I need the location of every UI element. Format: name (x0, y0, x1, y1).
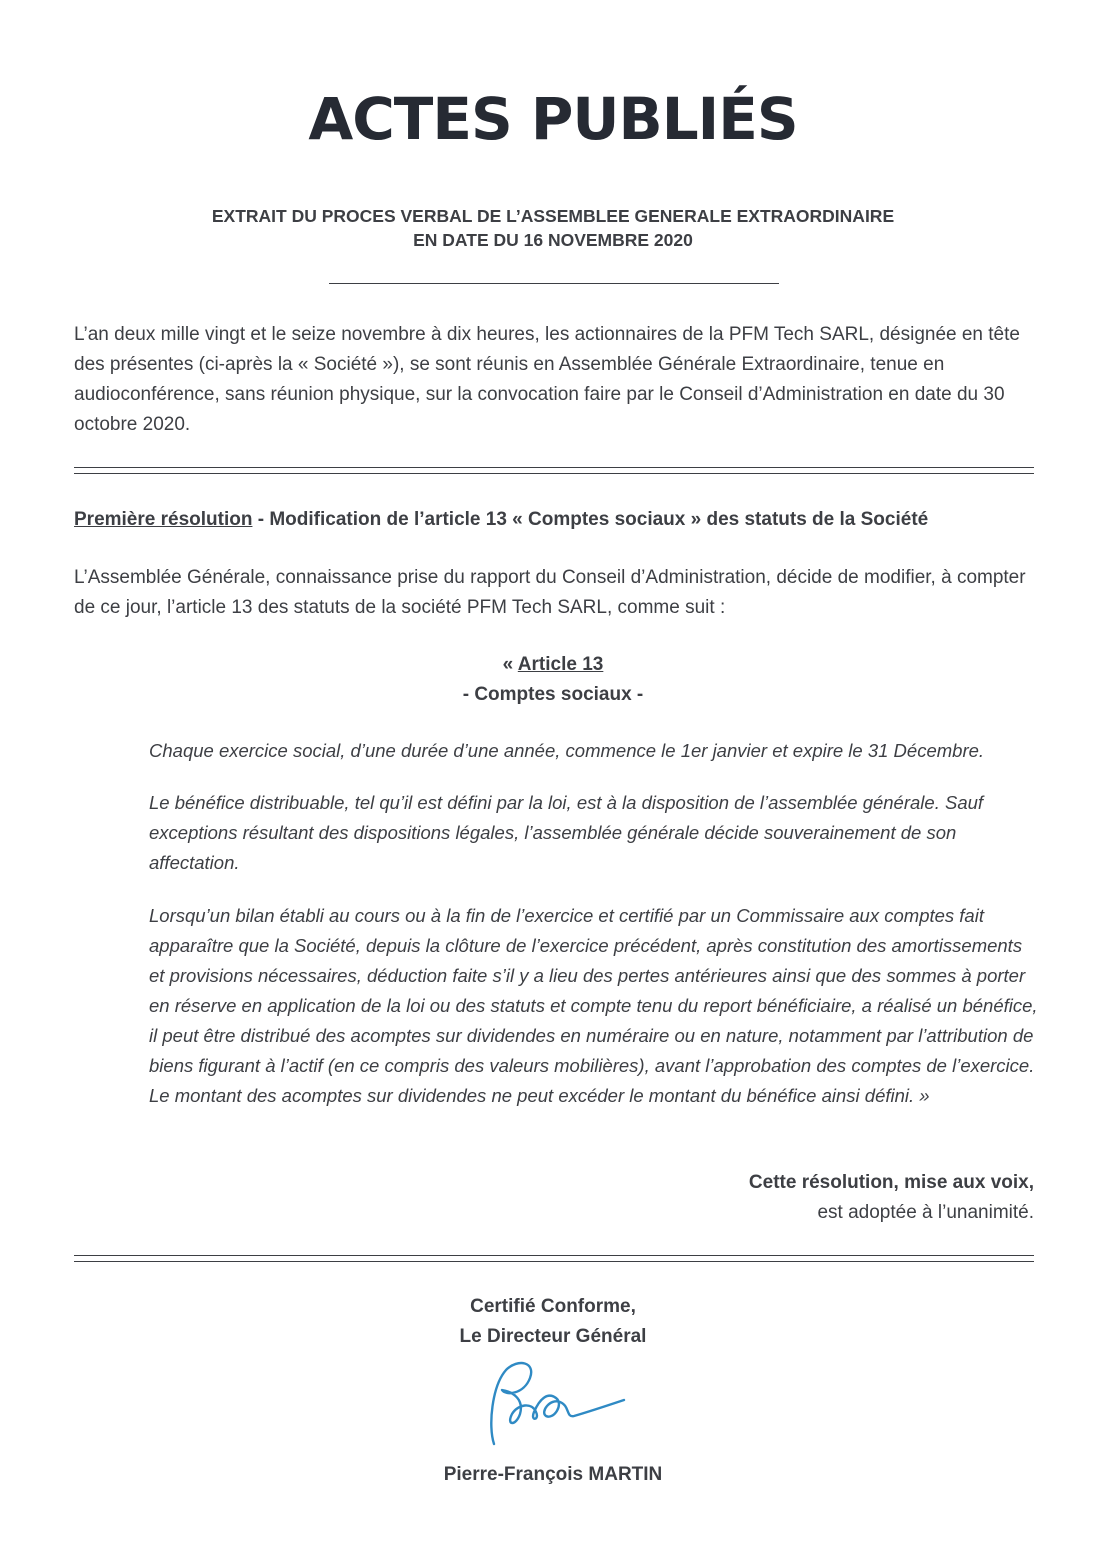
resolution-heading (74, 506, 1054, 534)
subtitle-line-1: EXTRAIT DU PROCES VERBAL DE L’ASSEMBLEE GENERALE EXTRAORDINAIRE (211, 206, 895, 226)
subtitle-line-2: EN DATE DU 16 NOVEMBRE 2020 (413, 230, 693, 250)
vote-result (434, 1168, 1034, 1228)
vote-line-2: est adoptée à l’unanimité. (817, 1202, 1034, 1223)
section-divider-top (74, 467, 1034, 474)
article-paragraph-1: Chaque exercice social, d’une durée d’une année, commence le 1er janvier et expire le 31 Décembre. (149, 740, 985, 761)
intro-paragraph: L’an deux mille vingt et le seize novembre à dix heures, les actionnaires de la PFM Tech SARL, désignée en tête des présentes (ci-après la « Société »), se sont réunis en Assemblée Générale Extraordinaire, tenue en audioconférence, sans réunion physique, sur la convocation faire par le Conseil d’Administration en date du 30 octobre 2020. (74, 324, 1020, 435)
section-divider-bottom (74, 1255, 1034, 1262)
article-label: Article 13 (517, 654, 604, 675)
vote-line-1: Cette résolution, mise aux voix, (748, 1172, 1034, 1193)
cert-line-1: Certifié Conforme, (470, 1296, 636, 1317)
subtitle-divider (329, 283, 779, 284)
resolution-label: Première résolution (74, 509, 253, 530)
article-subtitle: - Comptes sociaux - (462, 684, 644, 705)
page-title: ACTES PUBLIÉS (308, 85, 798, 153)
cert-line-2: Le Directeur Général (459, 1326, 647, 1347)
handwritten-signature (484, 1356, 634, 1446)
signer-name: Pierre-François MARTIN (443, 1464, 663, 1485)
document-subtitle (0, 204, 1106, 252)
resolution-title: - Modification de l’article 13 « Comptes sociaux » des statuts de la Société (252, 509, 929, 530)
signature-stroke (491, 1363, 624, 1444)
certification (0, 1292, 1106, 1352)
article-paragraph-3: Lorsqu’un bilan établi au cours ou à la fin de l’exercice et certifié par un Commissaire aux comptes fait apparaître que la Société, depuis la clôture de l’exercice précédent, après constitution des amortissements et provisions nécessaires, déduction faite s’il y a lieu des pertes antérieures ainsi que des sommes à porter en réserve en application de la loi ou des statuts et compte tenu du report bénéficiaire, a réalisé un bénéfice, il peut être distribué des acomptes sur dividendes en numéraire ou en nature, notamment par l’attribution de biens figurant à l’actif (en ce compris des valeurs mobilières), avant l’approbation des comptes de l’exercice. Le montant des acomptes sur dividendes ne peut excéder le montant du bénéfice ainsi défini. » (149, 905, 1038, 1106)
decision-paragraph: L’Assemblée Générale, connaissance prise du rapport du Conseil d’Administration, décide de modifier, à compter de ce jour, l’article 13 des statuts de la société PFM Tech SARL, comme suit : (74, 567, 1026, 618)
article-open-quote: « (502, 654, 518, 675)
article-heading (0, 650, 1106, 710)
article-paragraph-2: Le bénéfice distribuable, tel qu’il est défini par la loi, est à la disposition de l’assemblée générale. Sauf exceptions résultant des dispositions légales, l’assemblée générale décide souverainement de son affectation. (149, 792, 984, 873)
